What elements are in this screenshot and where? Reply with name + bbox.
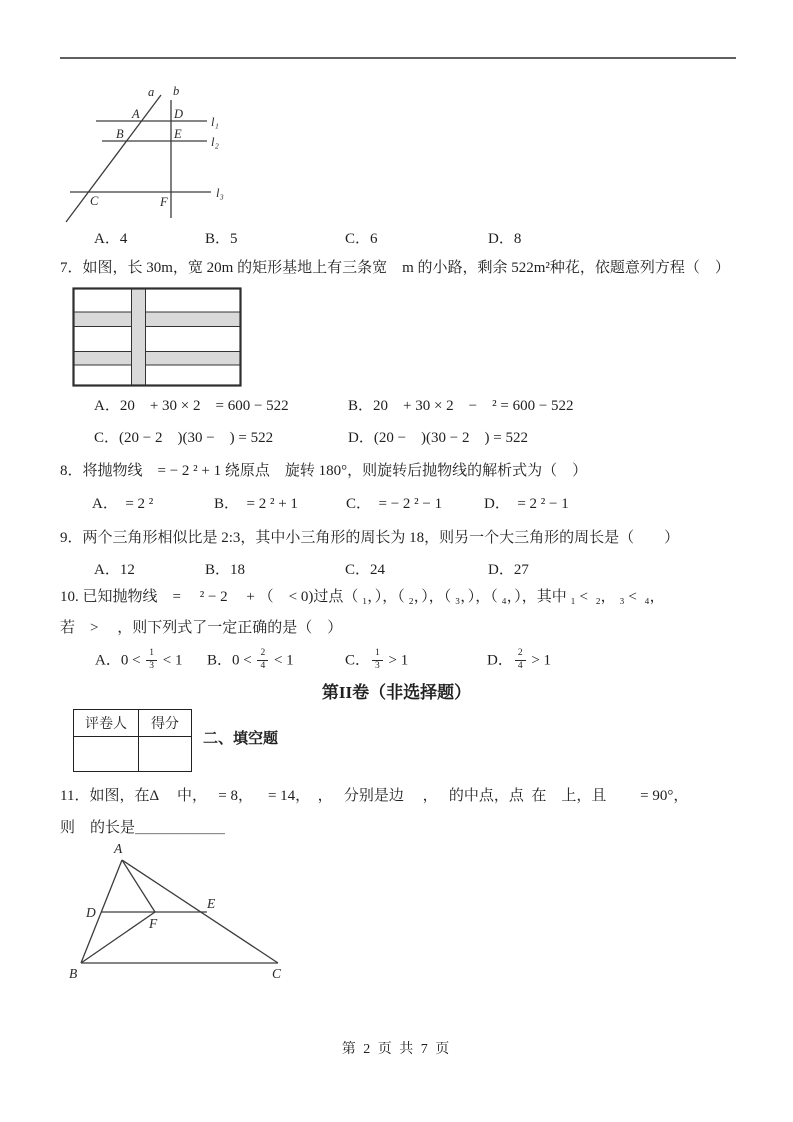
horizontal-path-2 bbox=[74, 352, 241, 366]
label-D: D bbox=[86, 905, 96, 920]
label-l3: l₃ bbox=[216, 186, 224, 200]
q10-text-line2: 若 > ，则下列式了一定正确的是（ ） bbox=[60, 620, 343, 636]
header-rule bbox=[60, 57, 736, 59]
q10-option-d bbox=[487, 650, 551, 672]
horizontal-path-1 bbox=[74, 312, 241, 327]
fraction-numerator: 1 bbox=[372, 649, 383, 661]
label-B: B bbox=[69, 966, 78, 981]
q7-option-c: C．(20 − 2 )(30 − ) = 522 bbox=[94, 430, 274, 446]
label-l1: l₁ bbox=[211, 115, 219, 129]
label-l2: l₂ bbox=[211, 135, 219, 149]
q9-option-a: A．12 bbox=[94, 562, 135, 578]
page-footer: 第 2 页 共 7 页 bbox=[341, 1042, 452, 1057]
fraction-denominator: 3 bbox=[149, 660, 155, 671]
plot-area bbox=[74, 289, 241, 386]
label-F: F bbox=[149, 916, 158, 931]
line-a bbox=[66, 95, 161, 222]
q7-option-a: A．20 + 30 × 2 = 600 − 522 bbox=[94, 398, 289, 414]
vertical-path bbox=[132, 289, 146, 386]
label-C: C bbox=[272, 966, 282, 981]
q8-option-a: A． = 2 ² bbox=[92, 496, 154, 512]
fraction-denominator: 3 bbox=[375, 660, 380, 671]
q10-b-post: < 1 bbox=[270, 652, 294, 669]
label-b: b bbox=[173, 84, 180, 98]
fraction-numerator: 2 bbox=[257, 649, 268, 661]
q8-option-d: D． = 2 ² − 1 bbox=[484, 496, 569, 512]
q10-d-post: > 1 bbox=[527, 652, 552, 669]
q11-text-line2: 则 的长是＿＿＿＿＿＿ bbox=[60, 820, 226, 836]
q10-text-line1: 10. 已知抛物线 = ² − 2 + （ < 0)过点（ ₁，），（ ₂，），（ ₃，），（ ₄，），其中 ₁ < ₂， ₃ < ₄， bbox=[60, 589, 665, 605]
q9-text: 9．两个三角形相似比是 2:3，其中小三角形的周长为 18，则另一个大三角形的周长是（ ） bbox=[60, 530, 680, 546]
q8-option-b: B． = 2 ² + 1 bbox=[214, 496, 298, 512]
label-A: A bbox=[132, 107, 140, 121]
grading-cell-grader bbox=[74, 737, 139, 772]
q10-option-c bbox=[345, 650, 408, 672]
q10-option-a bbox=[95, 650, 183, 672]
label-A: A bbox=[114, 841, 123, 856]
label-B: B bbox=[116, 127, 124, 141]
fraction bbox=[257, 649, 268, 671]
q6-option-b: B．5 bbox=[205, 231, 238, 247]
q7-option-b: B．20 + 30 × 2 − ² = 600 − 522 bbox=[348, 398, 574, 414]
q8-text: 8．将抛物线 = − 2 ² + 1 绕原点 旋转 180°，则旋转后抛物线的解析式为（ ） bbox=[60, 463, 588, 479]
fraction-numerator: 1 bbox=[146, 649, 157, 661]
fraction-denominator: 4 bbox=[260, 660, 266, 671]
grading-cell-score bbox=[139, 737, 192, 772]
section2-subtitle: 二、填空题 bbox=[203, 731, 279, 747]
fraction bbox=[146, 649, 157, 671]
q10-option-b bbox=[207, 650, 294, 672]
q6-option-c: C．6 bbox=[345, 231, 378, 247]
triangle-figure bbox=[60, 840, 300, 995]
fraction bbox=[372, 649, 383, 671]
grading-table bbox=[73, 709, 192, 772]
q9-option-d: D．27 bbox=[488, 562, 529, 578]
section2-title: 第II卷（非选择题） bbox=[321, 683, 472, 702]
q10-c-post: > 1 bbox=[384, 652, 409, 669]
label-a: a bbox=[148, 85, 155, 99]
q10-d-pre: D． bbox=[487, 652, 513, 669]
q10-a-pre: A．0 < bbox=[95, 652, 145, 669]
fraction-numerator: 2 bbox=[515, 649, 526, 661]
fraction bbox=[515, 649, 526, 671]
label-D: D bbox=[174, 107, 184, 121]
q11-text-line1: 11．如图，在Δ 中， = 8， = 14， ， 分别是边 ， 的中点，点 在 上，且 = 90°， bbox=[60, 788, 689, 804]
segment-AF bbox=[122, 860, 155, 912]
q9-option-c: C．24 bbox=[345, 562, 386, 578]
q7-text: 7．如图，长 30m，宽 20m 的矩形基地上有三条宽 m 的小路，剩余 522m²种花，依题意列方程（ ） bbox=[60, 260, 730, 276]
q7-option-d: D．(20 − )(30 − 2 ) = 522 bbox=[348, 430, 528, 446]
q10-a-post: < 1 bbox=[159, 652, 183, 669]
label-C: C bbox=[90, 194, 99, 208]
parallel-lines-figure bbox=[58, 84, 300, 228]
rectangle-paths-figure bbox=[72, 287, 242, 387]
fraction-denominator: 4 bbox=[517, 660, 523, 671]
q9-option-b: B．18 bbox=[205, 562, 246, 578]
q10-c-pre: C． bbox=[345, 652, 371, 669]
q6-option-d: D．8 bbox=[488, 231, 522, 247]
grading-header-grader: 评卷人 bbox=[74, 710, 139, 737]
label-E: E bbox=[207, 896, 216, 911]
q10-b-pre: B．0 < bbox=[207, 652, 256, 669]
grading-header-score: 得分 bbox=[139, 710, 192, 737]
q6-option-a: A．4 bbox=[94, 231, 128, 247]
label-F: F bbox=[160, 195, 168, 209]
q8-option-c: C． = − 2 ² − 1 bbox=[346, 496, 443, 512]
label-E: E bbox=[174, 127, 182, 141]
